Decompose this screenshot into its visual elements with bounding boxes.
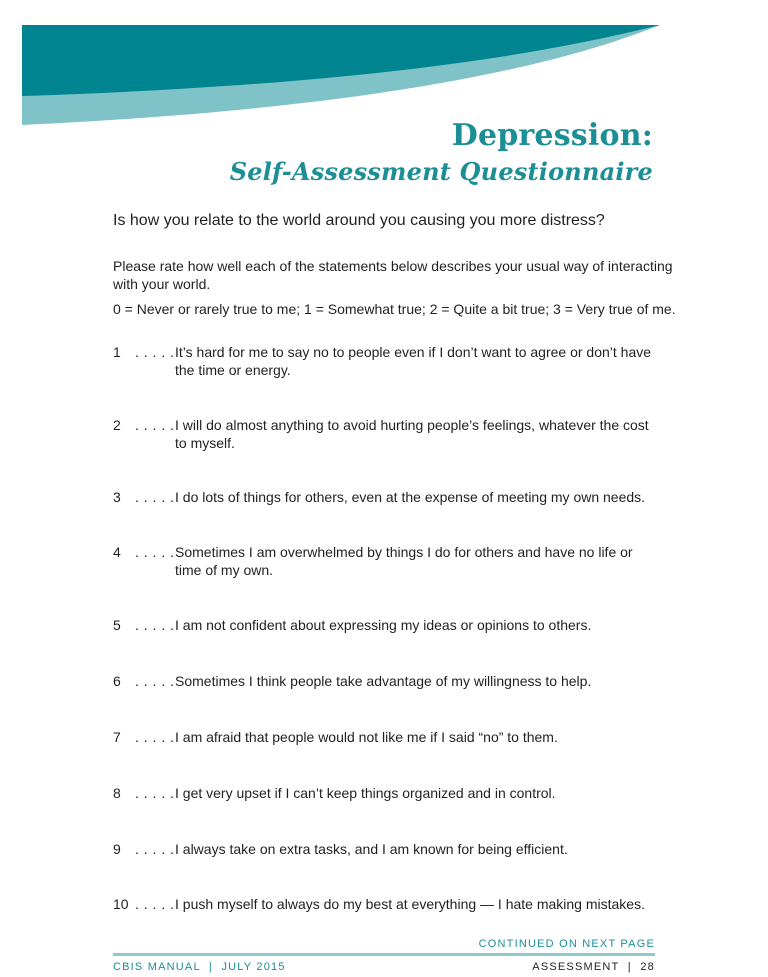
question-item: [113, 543, 658, 579]
rating-blank: . . . . .: [135, 673, 175, 689]
question-number: 10: [113, 896, 129, 912]
page-title: Depression:: [451, 118, 653, 153]
rating-blank: . . . . .: [135, 489, 175, 505]
question-number: 3: [113, 489, 121, 505]
footer-manual-info: CBIS MANUAL | JULY 2015: [113, 961, 286, 973]
question-number: 8: [113, 785, 121, 801]
question-item: [113, 728, 658, 746]
rating-blank: . . . . .: [135, 544, 175, 560]
question-item: [113, 616, 658, 634]
question-text: It’s hard for me to say no to people even if I don’t want to agree or don’t have the time or energy.: [175, 344, 652, 378]
question-text: I get very upset if I can’t keep things organized and in control.: [175, 785, 556, 801]
question-number: 7: [113, 729, 121, 745]
question-item: [113, 416, 658, 452]
question-text: I always take on extra tasks, and I am known for being efficient.: [175, 841, 568, 857]
question-text: Sometimes I think people take advantage of my willingness to help.: [175, 673, 592, 689]
question-item: [113, 488, 658, 506]
title-block: [230, 116, 653, 188]
rating-blank: . . . . .: [135, 729, 175, 745]
rating-blank: . . . . .: [135, 617, 175, 633]
question-number: 1: [113, 344, 121, 360]
footer-page-number: ASSESSMENT | 28: [532, 961, 655, 973]
question-text: I will do almost anything to avoid hurting people’s feelings, whatever the cost to myself.: [175, 417, 649, 451]
question-text: I am not confident about expressing my ideas or opinions to others.: [175, 617, 592, 633]
question-item: [113, 343, 658, 379]
intro-question: Is how you relate to the world around you causing you more distress?: [113, 212, 605, 229]
question-item: [113, 840, 658, 858]
question-item: [113, 672, 658, 690]
continued-note: CONTINUED ON NEXT PAGE: [478, 938, 655, 950]
footer-rule: [113, 953, 655, 956]
question-number: 2: [113, 417, 121, 433]
question-number: 9: [113, 841, 121, 857]
question-number: 4: [113, 544, 121, 560]
question-text: I am afraid that people would not like me if I said “no” to them.: [175, 729, 558, 745]
rating-blank: . . . . .: [135, 344, 175, 360]
page-subtitle: Self-Assessment Questionnaire: [229, 157, 653, 186]
rating-blank: . . . . .: [135, 896, 175, 912]
instructions-text: Please rate how well each of the statements below describes your usual way of interacting with your world.: [113, 258, 673, 292]
rating-blank: . . . . .: [135, 785, 175, 801]
header-banner: [0, 0, 768, 130]
question-text: I push myself to always do my best at everything — I hate making mistakes.: [175, 896, 645, 912]
rating-blank: . . . . .: [135, 841, 175, 857]
rating-blank: . . . . .: [135, 417, 175, 433]
question-item: [113, 784, 658, 802]
rating-scale: 0 = Never or rarely true to me; 1 = Somewhat true; 2 = Quite a bit true; 3 = Very true of me.: [113, 301, 676, 317]
question-number: 5: [113, 617, 121, 633]
question-number: 6: [113, 673, 121, 689]
question-text: I do lots of things for others, even at the expense of meeting my own needs.: [175, 489, 646, 505]
question-text: Sometimes I am overwhelmed by things I do for others and have no life or time of my own.: [175, 544, 633, 578]
question-item: [113, 895, 658, 913]
